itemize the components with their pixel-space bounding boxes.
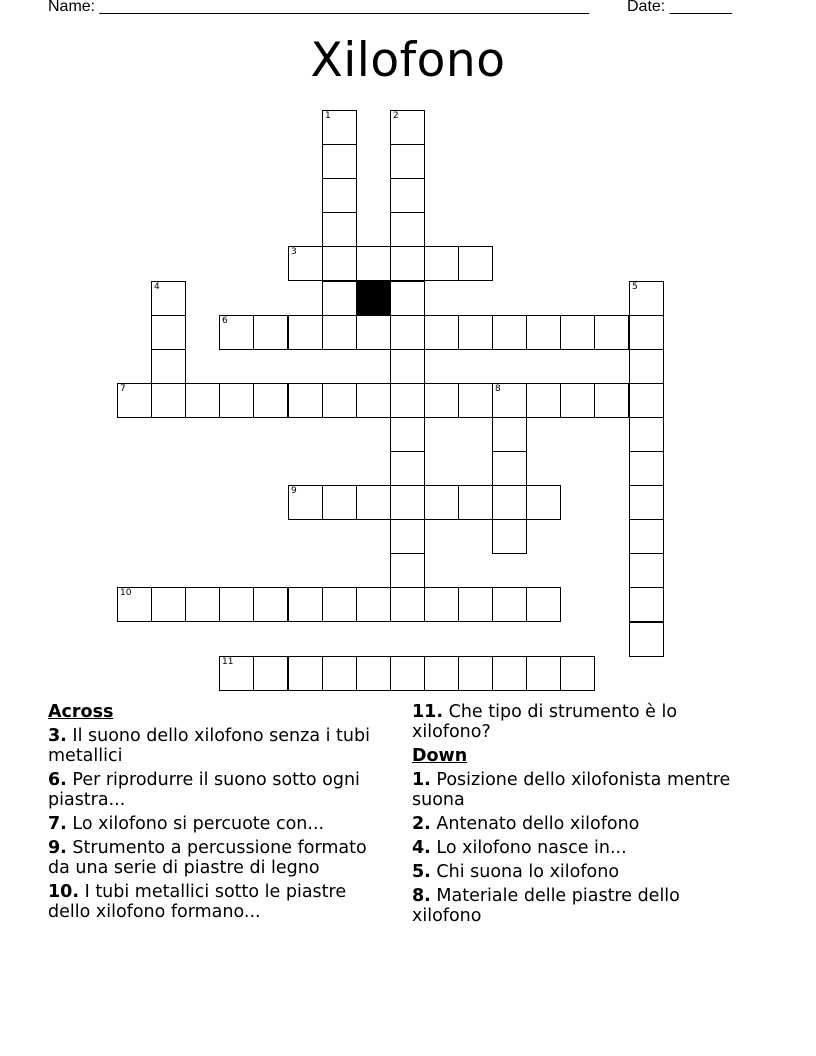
grid-cell[interactable] bbox=[288, 656, 323, 691]
grid-cell[interactable] bbox=[253, 587, 288, 622]
grid-cell[interactable] bbox=[492, 417, 527, 452]
grid-cell[interactable] bbox=[424, 383, 459, 418]
grid-cell[interactable] bbox=[458, 656, 493, 691]
grid-cell[interactable] bbox=[322, 383, 357, 418]
grid-cell[interactable] bbox=[458, 587, 493, 622]
grid-cell[interactable] bbox=[629, 349, 664, 384]
grid-cell[interactable] bbox=[356, 246, 391, 281]
grid-cell[interactable] bbox=[629, 315, 664, 350]
grid-block bbox=[356, 281, 391, 316]
grid-cell[interactable] bbox=[390, 553, 425, 588]
grid-cell[interactable] bbox=[629, 485, 664, 520]
grid-cell[interactable] bbox=[356, 383, 391, 418]
clue-text: I tubi metallici sotto le piastre dello xilofono formano... bbox=[48, 882, 347, 922]
clue-number: 5. bbox=[412, 862, 431, 882]
clue-number: 11. bbox=[412, 702, 444, 722]
grid-cell[interactable] bbox=[390, 212, 425, 247]
grid-cell[interactable] bbox=[492, 485, 527, 520]
clue-number: 2. bbox=[412, 814, 431, 834]
grid-cell[interactable] bbox=[288, 383, 323, 418]
grid-cell[interactable] bbox=[560, 383, 595, 418]
grid-cell[interactable] bbox=[424, 315, 459, 350]
grid-cell[interactable] bbox=[526, 656, 561, 691]
clue-across-6 bbox=[48, 770, 388, 810]
clue-number: 10. bbox=[48, 882, 80, 902]
grid-cell[interactable] bbox=[458, 485, 493, 520]
grid-cell[interactable] bbox=[322, 144, 357, 179]
grid-cell[interactable] bbox=[560, 315, 595, 350]
clue-number-label: 1 bbox=[325, 111, 331, 121]
clue-number: 7. bbox=[48, 814, 67, 834]
grid-cell[interactable] bbox=[390, 349, 425, 384]
grid-cell[interactable] bbox=[424, 485, 459, 520]
clues-right-column bbox=[412, 702, 732, 930]
grid-cell[interactable] bbox=[151, 281, 186, 316]
clue-down-2 bbox=[412, 814, 732, 834]
clue-number-label: 8 bbox=[495, 384, 501, 394]
grid-cell[interactable] bbox=[526, 587, 561, 622]
clue-number-label: 9 bbox=[291, 486, 297, 496]
grid-cell[interactable] bbox=[288, 587, 323, 622]
grid-cell[interactable] bbox=[185, 587, 220, 622]
grid-cell[interactable] bbox=[629, 553, 664, 588]
clue-down-5 bbox=[412, 862, 732, 882]
clue-text: Chi suona lo xilofono bbox=[436, 862, 620, 882]
clue-number: 1. bbox=[412, 770, 431, 790]
grid-cell[interactable] bbox=[288, 485, 323, 520]
down-heading: Down bbox=[412, 746, 468, 766]
clue-text: Che tipo di strumento è lo xilofono? bbox=[412, 702, 678, 742]
grid-cell[interactable] bbox=[356, 587, 391, 622]
grid-cell[interactable] bbox=[492, 451, 527, 486]
grid-cell[interactable] bbox=[390, 656, 425, 691]
grid-cell[interactable] bbox=[390, 281, 425, 316]
grid-cell[interactable] bbox=[390, 587, 425, 622]
grid-cell[interactable] bbox=[492, 587, 527, 622]
grid-cell[interactable] bbox=[629, 451, 664, 486]
grid-cell[interactable] bbox=[117, 587, 152, 622]
clue-number-label: 3 bbox=[291, 247, 297, 257]
across-heading: Across bbox=[48, 702, 114, 722]
clue-text: Lo xilofono nasce in... bbox=[436, 838, 627, 858]
clue-number-label: 6 bbox=[222, 316, 228, 326]
clue-number-label: 2 bbox=[393, 111, 399, 121]
grid-cell[interactable] bbox=[356, 485, 391, 520]
grid-cell[interactable] bbox=[458, 246, 493, 281]
grid-cell[interactable] bbox=[253, 656, 288, 691]
grid-cell[interactable] bbox=[288, 315, 323, 350]
clue-text: Il suono dello xilofono senza i tubi metallici bbox=[48, 726, 370, 766]
clue-number: 3. bbox=[48, 726, 67, 746]
grid-cell[interactable] bbox=[322, 315, 357, 350]
name-field[interactable]: Name: _______________________________________________________ bbox=[48, 0, 589, 15]
grid-cell[interactable] bbox=[151, 383, 186, 418]
grid-cell[interactable] bbox=[390, 144, 425, 179]
clue-number-label: 4 bbox=[154, 282, 160, 292]
clue-number-label: 11 bbox=[222, 657, 234, 667]
grid-cell[interactable] bbox=[594, 315, 629, 350]
grid-cell[interactable] bbox=[151, 315, 186, 350]
clue-across-3 bbox=[48, 726, 388, 766]
grid-cell[interactable] bbox=[629, 383, 664, 418]
clue-text: Per riprodurre il suono sotto ogni piastra... bbox=[48, 770, 360, 810]
grid-cell[interactable] bbox=[492, 383, 527, 418]
grid-cell[interactable] bbox=[322, 485, 357, 520]
clue-number: 6. bbox=[48, 770, 67, 790]
grid-cell[interactable] bbox=[219, 587, 254, 622]
clue-number-label: 10 bbox=[120, 588, 132, 598]
clue-across-7 bbox=[48, 814, 388, 834]
grid-cell[interactable] bbox=[390, 451, 425, 486]
grid-cell[interactable] bbox=[390, 246, 425, 281]
grid-cell[interactable] bbox=[629, 281, 664, 316]
grid-cell[interactable] bbox=[458, 383, 493, 418]
clue-across-10 bbox=[48, 882, 388, 922]
grid-cell[interactable] bbox=[322, 587, 357, 622]
grid-cell[interactable] bbox=[219, 383, 254, 418]
clue-text: Strumento a percussione formato da una serie di piastre di legno bbox=[48, 838, 367, 878]
grid-cell[interactable] bbox=[629, 622, 664, 657]
grid-cell[interactable] bbox=[424, 587, 459, 622]
grid-cell[interactable] bbox=[322, 281, 357, 316]
grid-cell[interactable] bbox=[390, 110, 425, 145]
clue-text: Antenato dello xilofono bbox=[436, 814, 640, 834]
clue-down-4 bbox=[412, 838, 732, 858]
grid-cell[interactable] bbox=[117, 383, 152, 418]
clue-number-label: 7 bbox=[120, 384, 126, 394]
grid-cell[interactable] bbox=[492, 656, 527, 691]
date-field[interactable]: Date: _______ bbox=[627, 0, 732, 15]
grid-cell[interactable] bbox=[526, 485, 561, 520]
grid-cell[interactable] bbox=[322, 212, 357, 247]
grid-cell[interactable] bbox=[390, 315, 425, 350]
grid-cell[interactable] bbox=[629, 417, 664, 452]
grid-cell[interactable] bbox=[629, 587, 664, 622]
grid-cell[interactable] bbox=[356, 315, 391, 350]
grid-cell[interactable] bbox=[424, 656, 459, 691]
grid-cell[interactable] bbox=[151, 587, 186, 622]
clue-down-1 bbox=[412, 770, 732, 810]
grid-cell[interactable] bbox=[594, 383, 629, 418]
grid-cell[interactable] bbox=[322, 656, 357, 691]
grid-cell[interactable] bbox=[219, 656, 254, 691]
clue-number: 8. bbox=[412, 886, 431, 906]
grid-cell[interactable] bbox=[390, 485, 425, 520]
grid-cell[interactable] bbox=[151, 349, 186, 384]
grid-cell[interactable] bbox=[322, 246, 357, 281]
grid-cell[interactable] bbox=[424, 246, 459, 281]
clue-number: 9. bbox=[48, 838, 67, 858]
grid-cell[interactable] bbox=[629, 519, 664, 554]
grid-cell[interactable] bbox=[492, 519, 527, 554]
clue-text: Lo xilofono si percuote con... bbox=[72, 814, 325, 834]
clue-text: Materiale delle piastre dello xilofono bbox=[412, 886, 680, 926]
clue-text: Posizione dello xilofonista mentre suona bbox=[412, 770, 731, 810]
clue-across-11 bbox=[412, 702, 732, 742]
grid-cell[interactable] bbox=[526, 315, 561, 350]
grid-cell[interactable] bbox=[390, 417, 425, 452]
grid-cell[interactable] bbox=[322, 110, 357, 145]
grid-cell[interactable] bbox=[526, 383, 561, 418]
clues-left-column bbox=[48, 702, 388, 926]
clue-across-9 bbox=[48, 838, 388, 878]
clue-number-label: 5 bbox=[632, 282, 638, 292]
clue-down-8 bbox=[412, 886, 732, 926]
grid-cell[interactable] bbox=[560, 656, 595, 691]
grid-cell[interactable] bbox=[253, 315, 288, 350]
grid-cell[interactable] bbox=[356, 656, 391, 691]
grid-cell[interactable] bbox=[288, 246, 323, 281]
page-title: Xilofono bbox=[310, 33, 506, 88]
clue-number: 4. bbox=[412, 838, 431, 858]
grid-cell[interactable] bbox=[390, 178, 425, 213]
grid-cell[interactable] bbox=[253, 383, 288, 418]
grid-cell[interactable] bbox=[390, 519, 425, 554]
grid-cell[interactable] bbox=[219, 315, 254, 350]
grid-cell[interactable] bbox=[322, 178, 357, 213]
grid-cell[interactable] bbox=[185, 383, 220, 418]
grid-cell[interactable] bbox=[492, 315, 527, 350]
grid-cell[interactable] bbox=[390, 383, 425, 418]
grid-cell[interactable] bbox=[458, 315, 493, 350]
